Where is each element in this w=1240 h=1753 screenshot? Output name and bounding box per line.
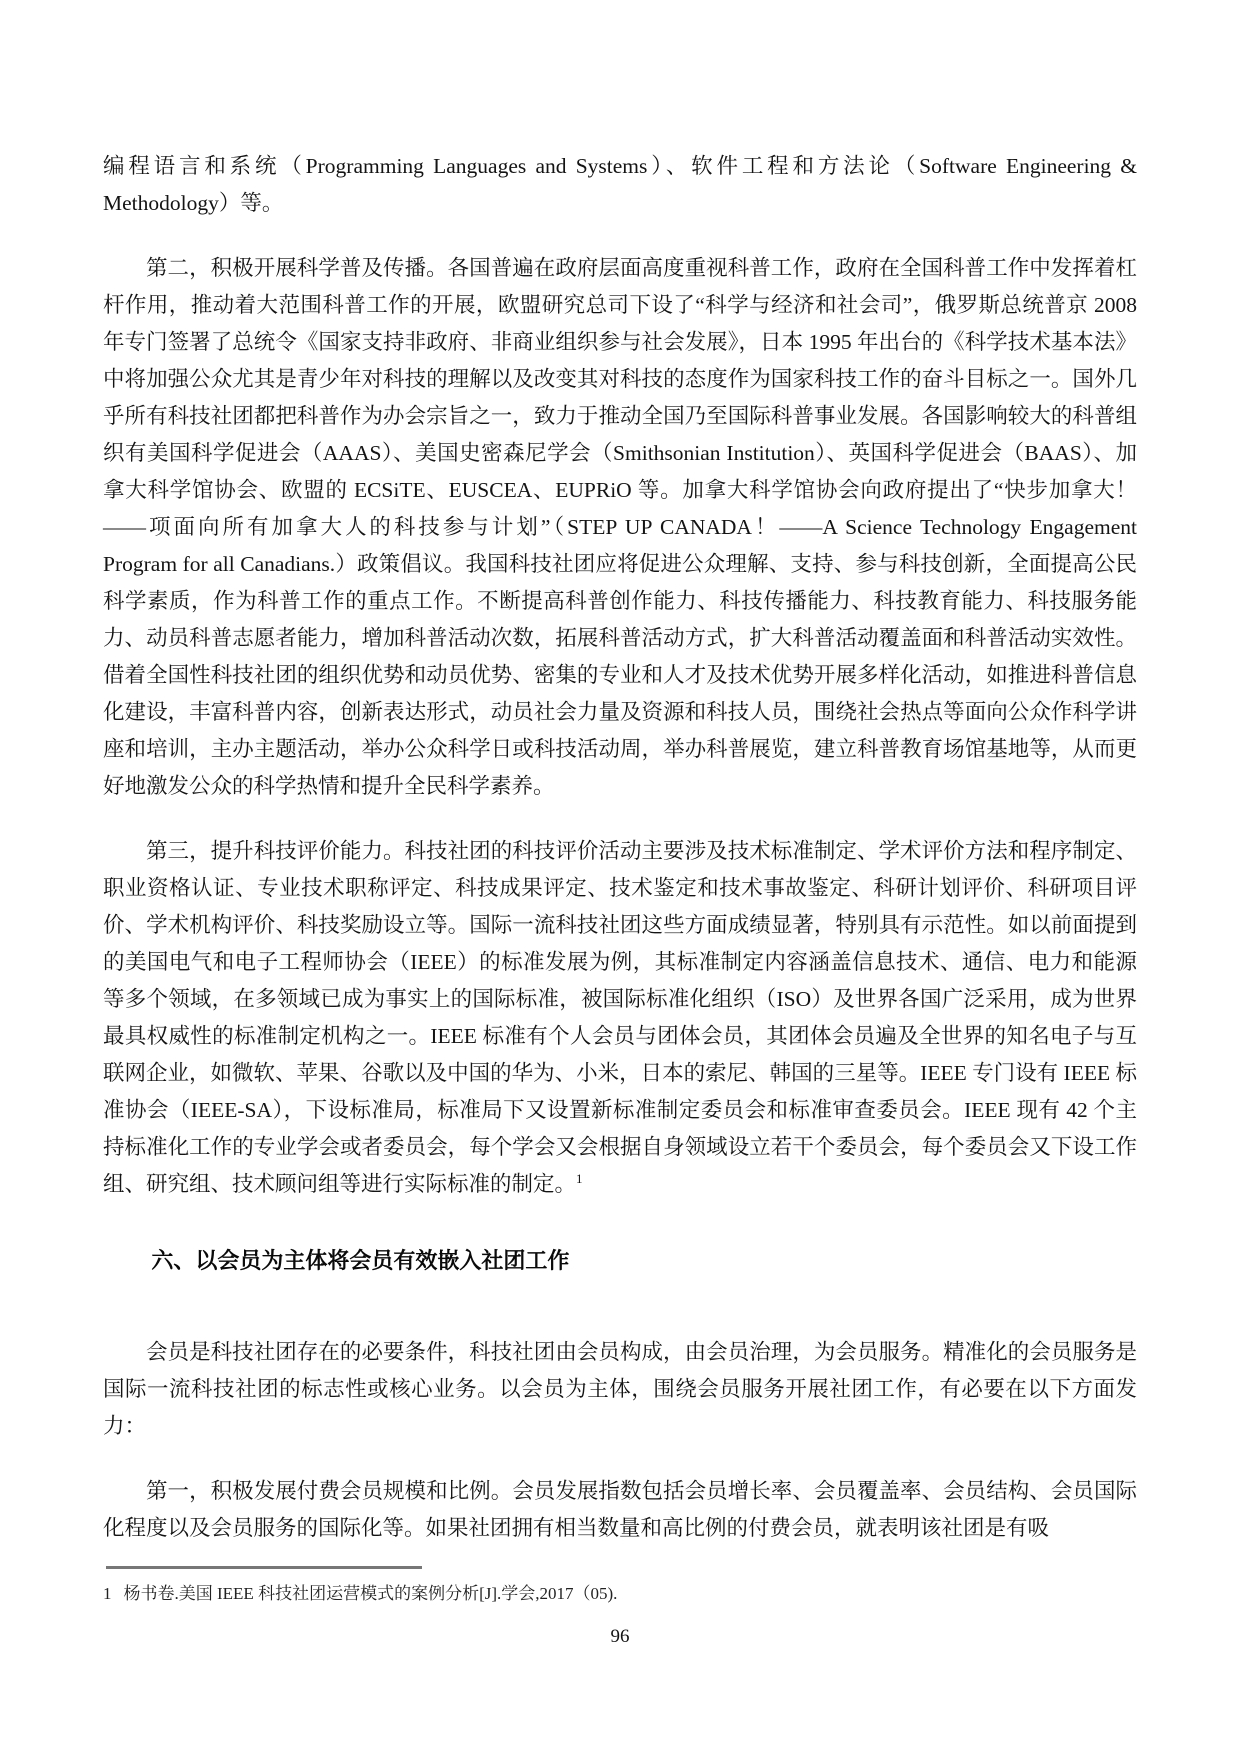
page-content: [103, 0, 1137, 1547]
page-number: 96: [610, 1626, 630, 1647]
footnote-reference-1: 1: [576, 1170, 583, 1186]
paragraph-science-popularization: 第二，积极开展科学普及传播。各国普遍在政府层面高度重视科普工作，政府在全国科普工作中发挥着杠杆作用，推动着大范围科普工作的开展，欧盟研究总司下设了“科学与经济和社会司”，俄罗斯总统普京 2008 年专门签署了总统令《国家支持非政府、非商业组织参与社会发展》，日本 1995 年出台的《科学技术基本法》中将加强公众尤其是青少年对科技的理解以及改变其对科技的态度作为国家科技工作的奋斗目标之一。国外几乎所有科技社团都把科普作为办会宗旨之一，致力于推动全国乃至国际科普事业发展。各国影响较大的科普组织有美国科学促进会（AAAS）、美国史密森尼学会（Smithsonian Institution）、英国科学促进会（BAAS）、加拿大科学馆协会、欧盟的 ECSiTE、EUSCEA、EUPRiO 等。加拿大科学馆协会向政府提出了“快步加拿大！——项面向所有加拿大人的科技参与计划”（STEP UP CANADA！——A Science Technology Engagement Program for all Canadians.）政策倡议。我国科技社团应将促进公众理解、支持、参与科技创新，全面提高公民科学素质，作为科普工作的重点工作。不断提高科普创作能力、科技传播能力、科技教育能力、科技服务能力、动员科普志愿者能力，增加科普活动次数，拓展科普活动方式，扩大科普活动覆盖面和科普活动实效性。借着全国性科技社团的组织优势和动员优势、密集的专业和人才及技术优势开展多样化活动，如推进科普信息化建设，丰富科普内容，创新表达形式，动员社会力量及资源和科技人员，围绕社会热点等面向公众作科学讲座和培训，主办主题活动，举办公众科学日或科技活动周，举办科普展览，建立科普教育场馆基地等，从而更好地激发公众的科学热情和提升全民科学素养。: [103, 256, 1137, 798]
paragraph-paid-membership: 第一，积极发展付费会员规模和比例。会员发展指数包括会员增长率、会员覆盖率、会员结构、会员国际化程度以及会员服务的国际化等。如果社团拥有相当数量和高比例的付费会员，就表明该社团是有吸: [103, 1479, 1137, 1540]
section-heading-six: 六、以会员为主体将会员有效嵌入社团工作: [151, 1248, 570, 1273]
paragraph-programming-languages: 编程语言和系统（Programming Languages and Systems）、软件工程和方法论（Software Engineering & Methodology）等。: [103, 154, 1137, 215]
footnote-marker: 1: [103, 1584, 112, 1603]
paragraph-tech-evaluation-text: 第三，提升科技评价能力。科技社团的科技评价活动主要涉及技术标准制定、学术评价方法和程序制定、职业资格认证、专业技术职称评定、科技成果评定、技术鉴定和技术事故鉴定、科研计划评价、科研项目评价、学术机构评价、科技奖励设立等。国际一流科技社团这些方面成绩显著，特别具有示范性。如以前面提到的美国电气和电子工程师协会（IEEE）的标准发展为例，其标准制定内容涵盖信息技术、通信、电力和能源等多个领域，在多领域已成为事实上的国际标准，被国际标准化组织（ISO）及世界各国广泛采用，成为世界最具权威性的标准制定机构之一。IEEE 标准有个人会员与团体会员，其团体会员遍及全世界的知名电子与互联网企业，如微软、苹果、谷歌以及中国的华为、小米，日本的索尼、韩国的三星等。IEEE 专门设有 IEEE 标准协会（IEEE-SA），下设标准局，标准局下又设置新标准制定委员会和标准审查委员会。IEEE 现有 42 个主持标准化工作的专业学会或者委员会，每个学会又会根据自身领域设立若干个委员会，每个委员会又下设工作组、研究组、技术顾问组等进行实际标准的制定。: [103, 839, 1137, 1196]
paragraph-tech-evaluation: [103, 833, 1137, 1203]
footnote-separator: [106, 1566, 422, 1569]
paragraph-membership-intro: 会员是科技社团存在的必要条件，科技社团由会员构成，由会员治理，为会员服务。精准化的会员服务是国际一流科技社团的标志性或核心业务。以会员为主体，围绕会员服务开展社团工作，有必要在以下方面发力：: [103, 1340, 1137, 1438]
footnote-text: 杨书卷.美国 IEEE 科技社团运营模式的案例分析[J].学会,2017（05).: [123, 1584, 618, 1603]
footnote: [103, 1582, 1137, 1606]
